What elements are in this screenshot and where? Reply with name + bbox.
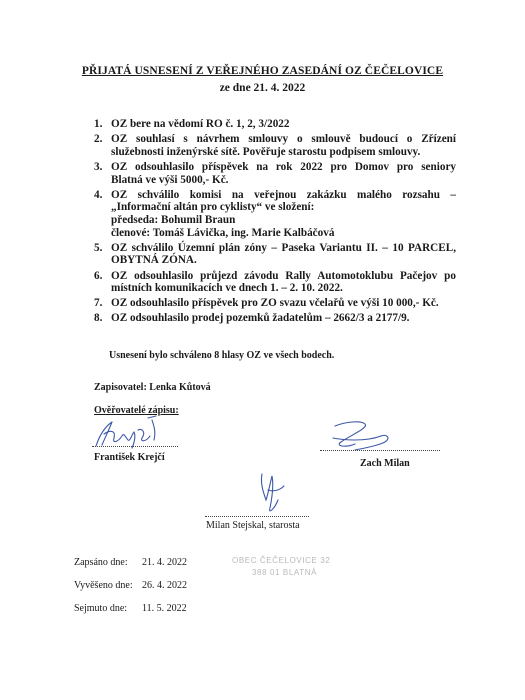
resolution-item [94,118,456,131]
verifiers-label: Ověřovatelé zápisu: [94,405,179,416]
signature-line [92,446,178,447]
signature-stroke [261,474,284,511]
signature-line [320,450,440,451]
document-date: ze dne 21. 4. 2022 [219,82,306,94]
date-recorded: Zapsáno dne: 21. 4. 2022 [74,557,187,568]
resolution-text: OZ odsouhlasilo průjezd závodu Rally Automotoklubu Pačejov po místních komunikacích ve dnech 1. – 2. 10. 2022. [111,269,456,295]
signature-stroke [333,422,388,450]
verifier-1-name: František Krejčí [94,452,165,463]
resolution-number: 2. [94,133,103,146]
signature-line [205,516,309,517]
resolution-item [94,270,456,295]
recorder-name: Zapisovatel: Lenka Kůtová [94,382,211,393]
resolution-item [94,133,456,158]
signature-zach [325,418,405,454]
resolution-item [94,297,456,310]
resolution-number: 7. [94,297,103,310]
resolution-number: 1. [94,118,103,130]
municipality-stamp: OBEC ČEČELOVICE 32 388 01 BLATNÁ [232,556,331,577]
signature-stejskal [252,470,292,520]
resolution-number: 8. [94,312,103,325]
mayor-name: Milan Stejskal, starosta [206,520,300,531]
resolution-text: OZ odsouhlasilo příspěvek pro ZO svazu včelařů ve výši 10 000,- Kč. [111,297,439,310]
date-posted: Vyvěšeno dne: 26. 4. 2022 [74,580,187,591]
document-title: PŘIJATÁ USNESENÍ Z VEŘEJNÉHO ZASEDÁNÍ OZ ČEČELOVICE [81,65,444,77]
resolution-text: OZ schválilo komisi na veřejnou zakázku malého rozsahu – „Informační altán pro cyklisty“ ve složení: předseda: Bohumil Braun členové: Tomáš Lávička, ing. Marie Kalbáčová [111,188,456,239]
verifier-2-name: Zach Milan [360,458,410,469]
resolution-text: OZ odsouhlasilo příspěvek na rok 2022 pro Domov pro seniory Blatná ve výši 5000,- Kč. [111,160,456,186]
resolution-number: 3. [94,160,103,173]
resolution-number: 6. [94,269,103,282]
resolution-item [94,312,456,325]
resolution-text: OZ bere na vědomí RO č. 1, 2, 3/2022 [111,118,290,130]
signature-stroke [96,416,156,448]
resolution-number: 4. [94,188,103,201]
resolution-text: OZ odsouhlasilo prodej pozemků žadatelům – 2662/3 a 2177/9. [111,312,410,325]
approval-note: Usnesení bylo schváleno 8 hlasy OZ ve všech bodech. [109,350,335,361]
resolution-list [94,118,456,328]
resolution-item [94,242,456,267]
resolution-text: OZ schválilo Územní plán zóny – Paseka Variantu II. – 10 PARCEL, OBYTNÁ ZÓNA. [111,241,456,267]
resolution-number: 5. [94,241,103,254]
date-removed: Sejmuto dne: 11. 5. 2022 [74,603,187,614]
resolution-item [94,189,456,239]
resolution-item [94,161,456,186]
resolution-text: OZ souhlasí s návrhem smlouvy o smlouvě budoucí o Zřízení služebnosti inženýrské sítě. Pověřuje starostu podpisem smlouvy. [111,133,456,158]
